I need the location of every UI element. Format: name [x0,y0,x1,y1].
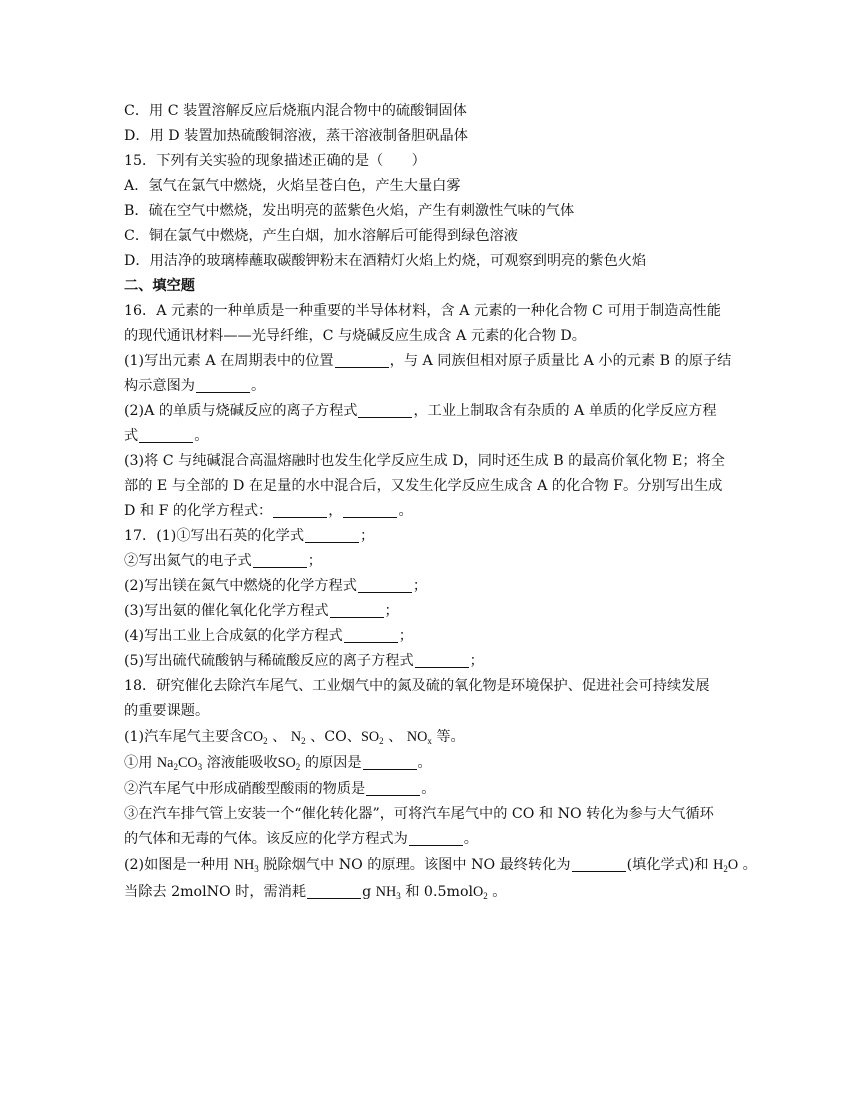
q16-part1-line1: (1)写出元素 A 在周期表中的位置 ，与 A 同族但相对原子质量比 A 小的元素 B 的原子结 [124,353,732,369]
q17-line4: (3)写出氨的催化氧化化学方程式 ； [124,603,399,619]
answer-blank[interactable] [139,427,193,443]
q18-line1: 18．研究催化去除汽车尾气、工业烟气中的氮及硫的氧化物是环境保护、促进社会可持续发展 [124,678,710,694]
text-line: C．用 C 装置溶解反应后烧瓶内混合物中的硫酸铜固体 [124,103,467,119]
q16-part2-line2: 式 。 [124,428,209,444]
answer-blank[interactable] [358,402,412,418]
answer-blank[interactable] [307,883,361,899]
text-line: 16．A 元素的一种单质是一种重要的半导体材料，含 A 元素的一种化合物 C 可用于制造高性能 [124,303,721,319]
q16-part3-line3: D 和 F 的化学方程式： ， 。 [124,503,413,519]
answer-blank[interactable] [196,377,250,393]
text-line: A．氢气在氯气中燃烧，火焰呈苍白色，产生大量白雾 [124,178,461,194]
q16-part3-line2: 部的 E 与全部的 D 在足量的水中混合后，又发生化学反应生成含 A 的化合物 F。分别写出生成 [124,478,723,494]
q18-q1-line: ①用 $Na_2CO_3$ 溶液能吸收$SO_2$ 的原因是 。 [124,755,432,772]
answer-blank[interactable] [335,352,389,368]
text-line: B．硫在空气中燃烧，发出明亮的蓝紫色火焰，产生有刺激性气味的气体 [124,203,575,219]
text-line: D．用洁净的玻璃棒蘸取碳酸钾粉末在酒精灯火焰上灼烧，可观察到明亮的紫色火焰 [124,253,647,269]
answer-blank[interactable] [343,502,397,518]
answer-blank[interactable] [253,552,307,568]
q18-part2-line1: (2)如图是一种用 $NH_3$ 脱除烟气中 NO 的原理。该图中 NO 最终转化为 (填化学式)和 $H_2O$ 。 [124,857,757,874]
answer-blank[interactable] [358,577,412,593]
q18-q3-line1: ③在汽车排气管上安装一个“催化转化器”，可将汽车尾气中的 CO 和 NO 转化为参与大气循环 [124,806,714,822]
q18-q2-line: ②汽车尾气中形成硝酸型酸雨的物质是 。 [124,781,436,797]
q18-part1-line: (1)汽车尾气主要含$CO_2$ 、 $N_2$ 、CO、$SO_2$ 、 $NO_x$ 等。 [124,729,465,746]
q17-line5: (4)写出工业上合成氨的化学方程式 ； [124,628,413,644]
answer-blank[interactable] [344,627,398,643]
q17-line3: (2)写出镁在氮气中燃烧的化学方程式 ； [124,578,428,594]
section-heading: 二、填空题 [124,278,195,294]
q17-line2: ②写出氮气的电子式 ； [124,553,322,569]
q16-part2-line1: (2)A 的单质与烧碱反应的离子方程式 ，工业上制取含有杂质的 A 单质的化学反应方程 [124,403,717,419]
q18-q3-line2: 的气体和无毒的气体。该反应的化学方程式为 。 [124,831,478,847]
answer-blank[interactable] [572,856,626,872]
text-line: 的现代通讯材料——光导纤维，C 与烧碱反应生成含 A 元素的化合物 D。 [124,328,586,344]
q16-part3-line1: (3)将 C 与纯碱混合高温熔融时也发生化学反应生成 D，同时还生成 B 的最高价氧化物 E；将全 [124,453,725,469]
answer-blank[interactable] [305,527,359,543]
answer-blank[interactable] [415,652,469,668]
answer-blank[interactable] [273,502,327,518]
text-line: D．用 D 装置加热硫酸铜溶液，蒸干溶液制备胆矾晶体 [124,128,468,144]
text-line: C．铜在氯气中燃烧，产生白烟，加水溶解后可能得到绿色溶液 [124,228,518,244]
answer-blank[interactable] [363,754,417,770]
q17-line1: 17．(1)①写出石英的化学式 ； [124,528,375,544]
q18-line2: 的重要课题。 [124,703,210,719]
answer-blank[interactable] [366,780,420,796]
answer-blank[interactable] [409,830,463,846]
q18-part2-line2: 当除去 2molNO 时，需消耗 g $NH_3$ 和 0.5molO$_2$ 。 [124,884,507,901]
text-line: 15．下列有关实验的现象描述正确的是（ ） [124,153,426,169]
q17-line6: (5)写出硫代硫酸钠与稀硫酸反应的离子方程式 ； [124,653,484,669]
answer-blank[interactable] [330,602,384,618]
q16-part1-line2: 构示意图为 。 [124,378,266,394]
